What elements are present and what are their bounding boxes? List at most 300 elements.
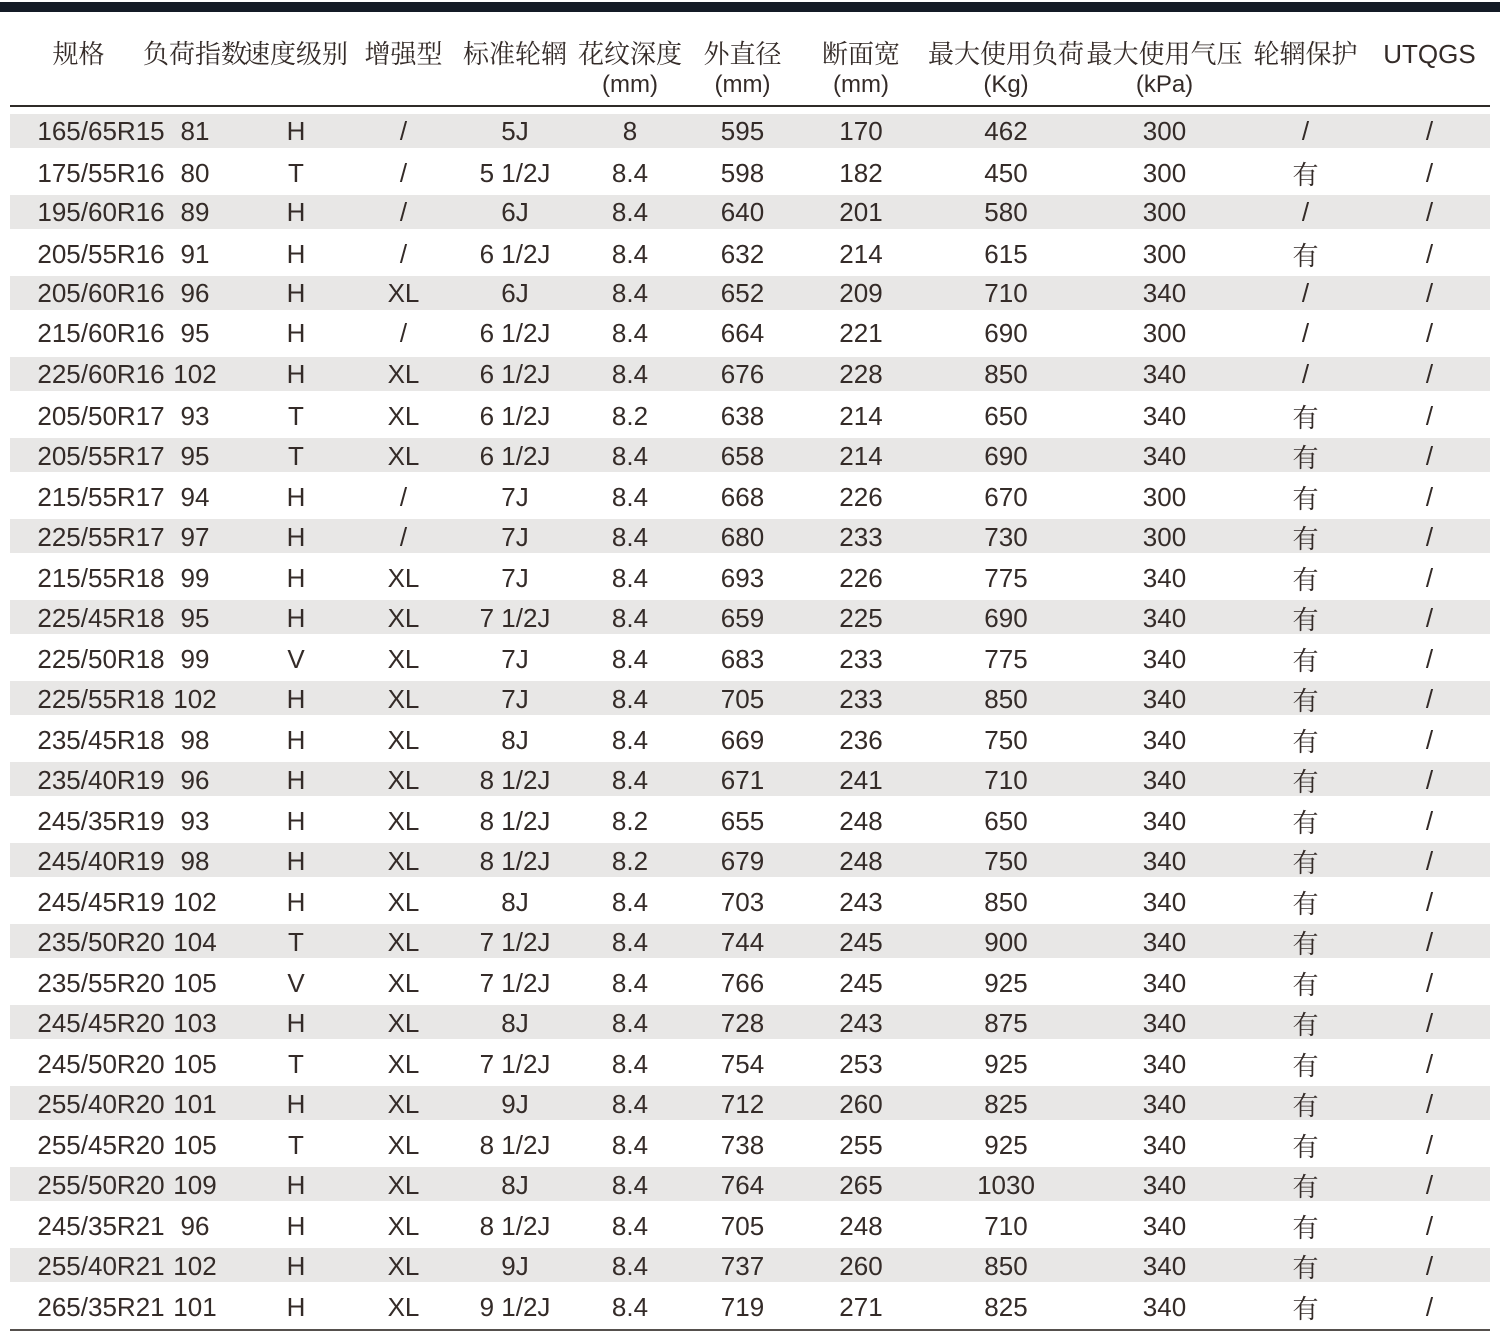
table-cell: 764: [720, 1170, 765, 1201]
table-row: [10, 762, 1490, 803]
table-cell: XL: [387, 846, 420, 877]
table-cell: 300: [1142, 115, 1187, 146]
table-cell: 825: [984, 1089, 1028, 1120]
table-cell: /: [399, 522, 408, 553]
table-cell: 102: [173, 358, 217, 389]
table-cell: 705: [720, 1210, 765, 1241]
table-cell: 235/50R20: [37, 927, 165, 958]
column-header-label: 速度级别: [243, 39, 348, 69]
table-cell: 340: [1142, 1251, 1187, 1282]
table-cell: /: [1301, 277, 1310, 308]
table-cell: H: [286, 358, 306, 389]
table-cell: 693: [720, 562, 765, 593]
table-cell: /: [1425, 238, 1434, 269]
table-cell: 205/60R16: [37, 277, 165, 308]
table-cell: 214: [839, 400, 883, 431]
table-cell: 235/55R20: [37, 967, 165, 998]
table-row: [10, 155, 1490, 196]
table-cell: 8.4: [611, 196, 649, 227]
table-cell: 690: [984, 441, 1028, 472]
table-cell: 93: [180, 400, 210, 431]
table-cell: 710: [984, 765, 1028, 796]
table-cell: 8 1/2J: [479, 1210, 551, 1241]
table-cell: 248: [839, 1210, 883, 1241]
table-cell: /: [1425, 1291, 1434, 1322]
column-header-rim-protection: [1242, 38, 1369, 100]
table-cell: /: [399, 115, 408, 146]
column-header-section-width: [797, 38, 925, 100]
table-cell: 有: [1292, 483, 1319, 514]
table-cell: 679: [720, 846, 765, 877]
table-cell: 103: [173, 1008, 217, 1039]
column-header-standard-rim: [458, 38, 572, 100]
table-cell: 744: [720, 927, 765, 958]
table-cell: 766: [720, 967, 765, 998]
table-cell: H: [286, 562, 306, 593]
table-cell: 有: [1292, 524, 1319, 555]
table-cell: 105: [173, 1129, 217, 1160]
column-header-speed-rating: [243, 38, 349, 100]
table-cell: XL: [387, 400, 420, 431]
table-cell: /: [1425, 522, 1434, 553]
table-cell: 241: [839, 765, 883, 796]
table-cell: 228: [839, 358, 883, 389]
table-cell: /: [1425, 318, 1434, 349]
table-cell: 7J: [501, 684, 529, 715]
table-cell: 676: [720, 358, 765, 389]
table-cell: 615: [984, 238, 1028, 269]
table-cell: 有: [1292, 1293, 1319, 1324]
table-cell: 650: [984, 805, 1028, 836]
table-cell: /: [1425, 846, 1434, 877]
table-row: [10, 681, 1490, 722]
table-cell: 300: [1142, 157, 1187, 188]
table-cell: 有: [1292, 1212, 1319, 1243]
table-cell: 214: [839, 441, 883, 472]
table-cell: 245/40R19: [37, 846, 165, 877]
table-cell: /: [1425, 927, 1434, 958]
table-cell: 300: [1142, 522, 1187, 553]
table-cell: 99: [180, 643, 210, 674]
table-cell: 8.2: [611, 846, 649, 877]
table-cell: 8J: [501, 886, 529, 917]
table-cell: 340: [1142, 805, 1187, 836]
table-cell: 有: [1292, 443, 1319, 474]
table-cell: 235/45R18: [37, 724, 165, 755]
table-row: [10, 1289, 1490, 1330]
table-cell: /: [1301, 196, 1310, 227]
table-cell: 664: [720, 318, 765, 349]
column-header-unit: (kPa): [1135, 71, 1194, 98]
table-cell: 95: [180, 603, 210, 634]
table-cell: /: [1425, 805, 1434, 836]
table-cell: 8.4: [611, 358, 649, 389]
table-cell: 925: [984, 1048, 1028, 1079]
table-cell: 8 1/2J: [479, 765, 551, 796]
table-cell: 340: [1142, 1170, 1187, 1201]
table-cell: 340: [1142, 1291, 1187, 1322]
table-cell: 233: [839, 684, 883, 715]
table-cell: 690: [984, 318, 1028, 349]
table-cell: T: [288, 1129, 304, 1160]
table-cell: 598: [720, 157, 765, 188]
table-cell: 340: [1142, 562, 1187, 593]
table-cell: 8J: [501, 1008, 529, 1039]
table-cell: 595: [720, 115, 765, 146]
table-cell: XL: [387, 724, 420, 755]
table-cell: H: [286, 1291, 306, 1322]
table-cell: XL: [387, 643, 420, 674]
table-cell: 有: [1292, 1050, 1319, 1081]
table-cell: 8.4: [611, 724, 649, 755]
table-cell: 260: [839, 1251, 883, 1282]
table-cell: 340: [1142, 1048, 1187, 1079]
column-header-unit: (Kg): [983, 71, 1029, 98]
table-cell: 8.4: [611, 1089, 649, 1120]
table-cell: 710: [984, 277, 1028, 308]
table-cell: 205/50R17: [37, 400, 165, 431]
table-cell: 450: [984, 157, 1028, 188]
table-cell: 7 1/2J: [479, 967, 551, 998]
table-bottom-rule: [10, 1329, 1490, 1331]
table-cell: 8.4: [611, 603, 649, 634]
table-cell: 7J: [501, 522, 529, 553]
table-cell: 712: [720, 1089, 765, 1120]
table-cell: 221: [839, 318, 883, 349]
table-cell: 96: [180, 765, 210, 796]
table-cell: XL: [387, 1129, 420, 1160]
table-row: [10, 1248, 1490, 1289]
table-cell: 825: [984, 1291, 1028, 1322]
table-cell: 850: [984, 684, 1028, 715]
table-cell: 730: [984, 522, 1028, 553]
table-cell: 8 1/2J: [479, 805, 551, 836]
table-cell: 243: [839, 886, 883, 917]
table-cell: 255/45R20: [37, 1129, 165, 1160]
column-header-label: 规格: [52, 39, 105, 69]
column-header-label: UTQGS: [1383, 39, 1476, 69]
table-cell: V: [287, 643, 305, 674]
table-cell: XL: [387, 441, 420, 472]
table-cell: 728: [720, 1008, 765, 1039]
table-cell: /: [1425, 481, 1434, 512]
table-cell: XL: [387, 927, 420, 958]
table-cell: /: [1425, 277, 1434, 308]
table-cell: 8.4: [611, 481, 649, 512]
table-cell: T: [288, 441, 304, 472]
table-cell: 209: [839, 277, 883, 308]
table-cell: /: [1425, 967, 1434, 998]
table-cell: 9J: [501, 1251, 529, 1282]
column-header-max-pressure: [1087, 38, 1242, 100]
table-cell: /: [1425, 1129, 1434, 1160]
column-header-unit: (mm): [602, 71, 658, 98]
column-header-label: 负荷指数: [143, 39, 248, 69]
table-cell: 195/60R16: [37, 196, 165, 227]
top-accent-bar: [0, 2, 1500, 12]
table-cell: 680: [720, 522, 765, 553]
table-cell: XL: [387, 277, 420, 308]
column-header-load-index: [143, 38, 248, 100]
table-cell: /: [399, 196, 408, 227]
column-header-label: 轮辋保护: [1253, 39, 1358, 69]
table-cell: H: [286, 1210, 306, 1241]
table-cell: XL: [387, 562, 420, 593]
table-cell: 668: [720, 481, 765, 512]
table-cell: 205/55R17: [37, 441, 165, 472]
table-cell: 8.4: [611, 318, 649, 349]
table-cell: 81: [180, 115, 210, 146]
table-row: [10, 560, 1490, 601]
table-cell: /: [1301, 115, 1310, 146]
table-cell: 有: [1292, 686, 1319, 717]
table-cell: H: [286, 1008, 306, 1039]
table-row: [10, 722, 1490, 763]
table-cell: 255: [839, 1129, 883, 1160]
table-cell: 253: [839, 1048, 883, 1079]
table-cell: 96: [180, 1210, 210, 1241]
table-cell: 89: [180, 196, 210, 227]
table-cell: 8.2: [611, 400, 649, 431]
table-cell: 243: [839, 1008, 883, 1039]
table-cell: /: [1425, 765, 1434, 796]
table-cell: 225/45R18: [37, 603, 165, 634]
table-cell: 170: [839, 115, 883, 146]
table-cell: 6 1/2J: [479, 238, 551, 269]
table-cell: 340: [1142, 603, 1187, 634]
table-cell: /: [399, 157, 408, 188]
table-cell: H: [286, 238, 306, 269]
table-cell: 有: [1292, 605, 1319, 636]
table-cell: H: [286, 1089, 306, 1120]
table-cell: 7J: [501, 481, 529, 512]
table-cell: 8.4: [611, 967, 649, 998]
table-cell: XL: [387, 358, 420, 389]
table-cell: /: [1425, 1048, 1434, 1079]
table-cell: 658: [720, 441, 765, 472]
table-cell: 7J: [501, 562, 529, 593]
table-cell: 8.4: [611, 886, 649, 917]
table-cell: 248: [839, 805, 883, 836]
table-cell: 225/60R16: [37, 358, 165, 389]
table-cell: 有: [1292, 645, 1319, 676]
table-cell: 340: [1142, 1210, 1187, 1241]
table-cell: 340: [1142, 1008, 1187, 1039]
table-cell: 102: [173, 684, 217, 715]
table-cell: 101: [173, 1089, 217, 1120]
table-cell: 8.4: [611, 1048, 649, 1079]
table-cell: /: [1425, 358, 1434, 389]
table-cell: H: [286, 115, 306, 146]
table-cell: H: [286, 318, 306, 349]
table-row: [10, 884, 1490, 925]
table-cell: 900: [984, 927, 1028, 958]
table-cell: 有: [1292, 1172, 1319, 1203]
table-cell: 255/50R20: [37, 1170, 165, 1201]
table-cell: 738: [720, 1129, 765, 1160]
table-cell: 有: [1292, 564, 1319, 595]
table-cell: H: [286, 603, 306, 634]
table-cell: 737: [720, 1251, 765, 1282]
table-cell: 245/50R20: [37, 1048, 165, 1079]
table-row: [10, 479, 1490, 520]
table-cell: 99: [180, 562, 210, 593]
table-cell: 265: [839, 1170, 883, 1201]
table-cell: 638: [720, 400, 765, 431]
table-row: [10, 1167, 1490, 1208]
table-cell: 340: [1142, 400, 1187, 431]
table-cell: 340: [1142, 846, 1187, 877]
table-cell: 80: [180, 157, 210, 188]
table-cell: /: [1425, 441, 1434, 472]
column-header-label: 外直径: [703, 39, 782, 69]
column-header-label: 最大使用负荷: [927, 39, 1084, 69]
table-cell: 300: [1142, 238, 1187, 269]
table-cell: 有: [1292, 807, 1319, 838]
table-cell: /: [1425, 400, 1434, 431]
table-cell: 226: [839, 481, 883, 512]
table-row: [10, 398, 1490, 439]
table-cell: 750: [984, 724, 1028, 755]
table-cell: 775: [984, 562, 1028, 593]
table-cell: 235/40R19: [37, 765, 165, 796]
table-cell: 850: [984, 358, 1028, 389]
table-cell: /: [1425, 1008, 1434, 1039]
table-cell: 8.4: [611, 522, 649, 553]
table-cell: 225: [839, 603, 883, 634]
column-header-utqgs: [1369, 38, 1490, 100]
table-cell: 有: [1292, 888, 1319, 919]
table-cell: H: [286, 196, 306, 227]
table-cell: 102: [173, 1251, 217, 1282]
table-row: [10, 641, 1490, 682]
table-cell: 有: [1292, 1253, 1319, 1284]
table-cell: 850: [984, 1251, 1028, 1282]
table-cell: 925: [984, 1129, 1028, 1160]
table-cell: XL: [387, 1210, 420, 1241]
table-cell: /: [1425, 115, 1434, 146]
table-cell: H: [286, 684, 306, 715]
table-cell: /: [1425, 1089, 1434, 1120]
table-cell: /: [1425, 562, 1434, 593]
table-cell: H: [286, 805, 306, 836]
table-cell: 300: [1142, 196, 1187, 227]
table-body: [10, 107, 1490, 1329]
table-cell: 175/55R16: [37, 157, 165, 188]
table-cell: 850: [984, 886, 1028, 917]
column-header-label: 最大使用气压: [1086, 39, 1243, 69]
table-cell: /: [1425, 643, 1434, 674]
table-cell: 925: [984, 967, 1028, 998]
table-cell: 96: [180, 277, 210, 308]
table-cell: 5 1/2J: [479, 157, 551, 188]
table-cell: 659: [720, 603, 765, 634]
table-cell: 8.4: [611, 1008, 649, 1039]
table-cell: T: [288, 927, 304, 958]
table-cell: 340: [1142, 724, 1187, 755]
table-cell: XL: [387, 603, 420, 634]
table-cell: H: [286, 277, 306, 308]
table-row: [10, 924, 1490, 965]
table-cell: 98: [180, 846, 210, 877]
table-cell: 8.2: [611, 805, 649, 836]
table-cell: 8: [622, 115, 638, 146]
table-cell: 8 1/2J: [479, 846, 551, 877]
table-cell: /: [399, 481, 408, 512]
table-cell: H: [286, 846, 306, 877]
table-cell: 245/35R19: [37, 805, 165, 836]
table-cell: 7 1/2J: [479, 603, 551, 634]
table-cell: 670: [984, 481, 1028, 512]
table-cell: 98: [180, 724, 210, 755]
table-cell: 8.4: [611, 1170, 649, 1201]
table-row: [10, 600, 1490, 641]
table-cell: 215/55R18: [37, 562, 165, 593]
column-header-label: 增强型: [364, 39, 443, 69]
table-cell: 671: [720, 765, 765, 796]
table-cell: V: [287, 967, 305, 998]
table-cell: 有: [1292, 1131, 1319, 1162]
table-row: [10, 114, 1490, 155]
table-cell: 9J: [501, 1089, 529, 1120]
table-cell: /: [1425, 157, 1434, 188]
table-cell: 215/55R17: [37, 481, 165, 512]
table-cell: XL: [387, 765, 420, 796]
table-cell: 有: [1292, 929, 1319, 960]
table-cell: /: [1425, 886, 1434, 917]
table-row: [10, 317, 1490, 358]
table-cell: 8.4: [611, 238, 649, 269]
table-cell: /: [1301, 318, 1310, 349]
table-cell: 340: [1142, 643, 1187, 674]
table-cell: 有: [1292, 767, 1319, 798]
table-cell: 8 1/2J: [479, 1129, 551, 1160]
table-cell: 8.4: [611, 1291, 649, 1322]
table-cell: 245/45R20: [37, 1008, 165, 1039]
table-cell: 640: [720, 196, 765, 227]
table-row: [10, 357, 1490, 398]
table-cell: 340: [1142, 277, 1187, 308]
table-cell: H: [286, 481, 306, 512]
table-cell: 340: [1142, 765, 1187, 796]
table-cell: 703: [720, 886, 765, 917]
table-cell: 8.4: [611, 1129, 649, 1160]
table-cell: 8.4: [611, 643, 649, 674]
table-cell: 265/35R21: [37, 1291, 165, 1322]
table-cell: 719: [720, 1291, 765, 1322]
table-cell: 105: [173, 1048, 217, 1079]
table-cell: 245/35R21: [37, 1210, 165, 1241]
table-cell: 710: [984, 1210, 1028, 1241]
table-cell: 245: [839, 967, 883, 998]
table-cell: XL: [387, 1251, 420, 1282]
table-cell: 有: [1292, 848, 1319, 879]
table-cell: /: [399, 318, 408, 349]
table-cell: 245/45R19: [37, 886, 165, 917]
table-cell: 165/65R15: [37, 115, 165, 146]
table-cell: /: [1425, 1210, 1434, 1241]
table-cell: 有: [1292, 726, 1319, 757]
table-cell: 9 1/2J: [479, 1291, 551, 1322]
table-cell: H: [286, 522, 306, 553]
table-row: [10, 519, 1490, 560]
table-cell: T: [288, 400, 304, 431]
table-row: [10, 803, 1490, 844]
table-cell: H: [286, 1170, 306, 1201]
table-cell: 754: [720, 1048, 765, 1079]
table-row: [10, 236, 1490, 277]
table-cell: 6 1/2J: [479, 400, 551, 431]
